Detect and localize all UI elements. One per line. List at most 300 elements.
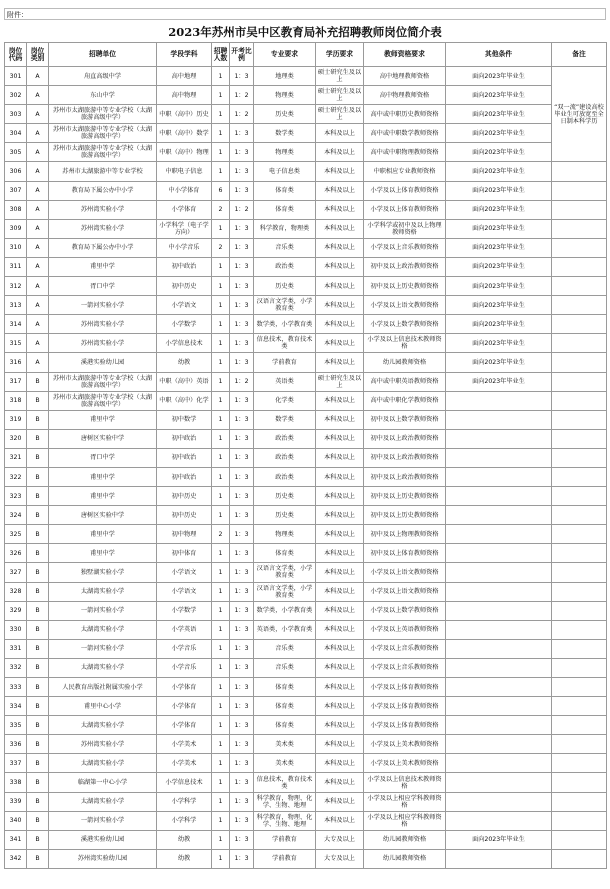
cell-other: 面向2023年毕业生 [446,105,552,124]
cell-major: 数学类 [254,124,316,143]
page-title: 2023年苏州市吴中区教育局补充招聘教师岗位简介表 [168,25,442,39]
cell-ratio: 1：3 [230,639,254,658]
cell-ratio: 1：3 [230,506,254,525]
cell-education: 本科及以上 [316,563,364,582]
cell-category: A [27,257,49,276]
cell-code: 334 [5,697,27,716]
cell-subject: 初中政治 [157,448,212,467]
cell-certificate: 高中或中职物理教师资格 [364,143,446,162]
cell-category: A [27,219,49,238]
cell-major: 物理类 [254,86,316,105]
cell-ratio: 1：3 [230,697,254,716]
cell-major: 体育类 [254,544,316,563]
cell-certificate: 小学及以上相应学科教师资格 [364,792,446,811]
cell-certificate: 小学及以上语文教师资格 [364,296,446,315]
cell-category: B [27,429,49,448]
cell-major: 政治类 [254,467,316,486]
cell-subject: 初中历史 [157,506,212,525]
cell-subject: 小学语文 [157,582,212,601]
cell-count: 1 [212,582,230,601]
cell-remark [552,372,607,391]
cell-subject: 小学科学 [157,792,212,811]
cell-certificate: 初中及以上体育教师资格 [364,544,446,563]
cell-other [446,487,552,506]
cell-major: 信息技术，教育技术类 [254,334,316,353]
cell-ratio: 1：3 [230,334,254,353]
table-row [5,143,607,162]
cell-major: 物理类 [254,525,316,544]
table-row [5,410,607,429]
cell-count: 1 [212,811,230,830]
cell-unit: 胥口中学 [49,277,157,296]
cell-major: 政治类 [254,429,316,448]
cell-education: 本科及以上 [316,487,364,506]
cell-ratio: 1：3 [230,849,254,868]
cell-category: A [27,353,49,372]
cell-unit: 甫里中学 [49,467,157,486]
cell-major: 历史类 [254,506,316,525]
cell-unit: 一箭河实验小学 [49,296,157,315]
cell-ratio: 1：3 [230,391,254,410]
cell-other: 面向2023年毕业生 [446,334,552,353]
cell-count: 1 [212,334,230,353]
cell-category: A [27,105,49,124]
cell-education: 本科及以上 [316,697,364,716]
cell-ratio: 1：3 [230,410,254,429]
cell-education: 本科及以上 [316,735,364,754]
cell-other [446,448,552,467]
cell-ratio: 1：3 [230,124,254,143]
cell-count: 1 [212,487,230,506]
cell-remark [552,315,607,334]
table-row [5,181,607,200]
cell-education: 硕士研究生及以上 [316,86,364,105]
cell-other: 面向2023年毕业生 [446,830,552,849]
cell-other [446,754,552,773]
cell-certificate: 小学及以上数学教师资格 [364,601,446,620]
cell-ratio: 1：3 [230,563,254,582]
cell-ratio: 1：3 [230,162,254,181]
cell-other: 面向2023年毕业生 [446,200,552,219]
cell-ratio: 1：3 [230,67,254,86]
cell-remark [552,238,607,257]
cell-count: 1 [212,735,230,754]
cell-education: 本科及以上 [316,429,364,448]
cell-ratio: 1：3 [230,181,254,200]
cell-unit: 太湖湾实验小学 [49,582,157,601]
cell-subject: 小学科学 [157,811,212,830]
cell-unit: 临湖第一中心小学 [49,773,157,792]
cell-count: 2 [212,238,230,257]
cell-education: 大专及以上 [316,849,364,868]
cell-major: 地理类 [254,67,316,86]
cell-code: 331 [5,639,27,658]
cell-subject: 初中政治 [157,257,212,276]
cell-category: A [27,67,49,86]
cell-education: 硕士研究生及以上 [316,67,364,86]
cell-unit: 东山中学 [49,86,157,105]
cell-code: 328 [5,582,27,601]
cell-ratio: 1：3 [230,811,254,830]
cell-education: 硕士研究生及以上 [316,372,364,391]
cell-category: A [27,315,49,334]
cell-code: 333 [5,678,27,697]
cell-certificate: 小学及以上英语教师资格 [364,620,446,639]
cell-ratio: 1：3 [230,601,254,620]
cell-other: 面向2023年毕业生 [446,162,552,181]
cell-category: B [27,601,49,620]
cell-count: 1 [212,697,230,716]
table-row [5,257,607,276]
cell-certificate: 高中或中职英语教师资格 [364,372,446,391]
cell-certificate: 小学及以上数学教师资格 [364,315,446,334]
cell-major: 汉语言文学类，小学教育类 [254,563,316,582]
cell-category: B [27,639,49,658]
cell-code: 311 [5,257,27,276]
table-row [5,544,607,563]
header-remark: 备注 [552,43,607,67]
cell-certificate: 高中或中职历史教师资格 [364,105,446,124]
cell-subject: 中职（高中）数学 [157,124,212,143]
cell-education: 本科及以上 [316,238,364,257]
cell-category: B [27,563,49,582]
cell-remark [552,334,607,353]
cell-subject: 幼教 [157,830,212,849]
table-row [5,334,607,353]
cell-subject: 初中政治 [157,467,212,486]
cell-other: 面向2023年毕业生 [446,124,552,143]
cell-education: 本科及以上 [316,467,364,486]
cell-remark [552,544,607,563]
cell-category: B [27,830,49,849]
cell-ratio: 1：3 [230,716,254,735]
cell-remark [552,448,607,467]
cell-code: 330 [5,620,27,639]
cell-count: 2 [212,525,230,544]
recruitment-table [4,42,607,869]
cell-count: 1 [212,830,230,849]
cell-other: 面向2023年毕业生 [446,296,552,315]
cell-subject: 初中历史 [157,487,212,506]
cell-education: 本科及以上 [316,296,364,315]
cell-other [446,792,552,811]
cell-other [446,506,552,525]
cell-other: 面向2023年毕业生 [446,143,552,162]
cell-remark [552,525,607,544]
cell-count: 1 [212,658,230,677]
cell-certificate: 初中及以上历史教师资格 [364,487,446,506]
cell-count: 1 [212,391,230,410]
cell-unit: 独墅湖实验小学 [49,563,157,582]
cell-subject: 小学音乐 [157,639,212,658]
table-row [5,200,607,219]
cell-unit: 一箭河实验小学 [49,811,157,830]
cell-category: B [27,467,49,486]
cell-certificate: 小学及以上信息技术教师资格 [364,773,446,792]
cell-category: B [27,372,49,391]
table-row [5,754,607,773]
cell-subject: 小学信息技术 [157,773,212,792]
cell-education: 本科及以上 [316,658,364,677]
cell-code: 313 [5,296,27,315]
cell-unit: 一箭河实验小学 [49,601,157,620]
cell-ratio: 1：3 [230,296,254,315]
cell-certificate: 小学及以上信息技术教师资格 [364,334,446,353]
cell-count: 1 [212,124,230,143]
cell-subject: 小学体育 [157,716,212,735]
cell-ratio: 1：2 [230,105,254,124]
cell-subject: 中职（高中）英语 [157,372,212,391]
cell-category: B [27,391,49,410]
cell-count: 1 [212,162,230,181]
cell-category: A [27,200,49,219]
cell-code: 306 [5,162,27,181]
cell-code: 312 [5,277,27,296]
cell-unit: 苏州市太湖旅游中等专业学校（太湖旅游高级中学） [49,143,157,162]
cell-unit: 甫里中学 [49,257,157,276]
cell-major: 数学类，小学教育类 [254,315,316,334]
cell-other [446,811,552,830]
cell-unit: 教育局下属公办中小学 [49,238,157,257]
table-row [5,678,607,697]
cell-major: 英语类，小学教育类 [254,620,316,639]
cell-subject: 初中物理 [157,525,212,544]
cell-major: 数学类，小学教育类 [254,601,316,620]
cell-major: 音乐类 [254,658,316,677]
cell-certificate: 幼儿园教师资格 [364,353,446,372]
cell-subject: 中职（高中）化学 [157,391,212,410]
cell-code: 317 [5,372,27,391]
table-row [5,448,607,467]
cell-other [446,697,552,716]
cell-education: 大专及以上 [316,830,364,849]
cell-major: 学前教育 [254,353,316,372]
cell-code: 318 [5,391,27,410]
cell-category: A [27,124,49,143]
cell-remark [552,410,607,429]
cell-category: B [27,506,49,525]
header-subject: 学段学科 [157,43,212,67]
cell-subject: 小学科学（电子学方向） [157,219,212,238]
cell-unit: 人民教育出版社附属实验小学 [49,678,157,697]
table-row [5,105,607,124]
cell-unit: 太湖湾实验小学 [49,716,157,735]
cell-subject: 中职（高中）物理 [157,143,212,162]
cell-ratio: 1：2 [230,86,254,105]
cell-subject: 小学信息技术 [157,334,212,353]
cell-code: 329 [5,601,27,620]
cell-education: 本科及以上 [316,716,364,735]
cell-category: A [27,277,49,296]
cell-unit: 甫里中学 [49,487,157,506]
cell-unit: 一箭河实验小学 [49,639,157,658]
header-unit: 招聘单位 [49,43,157,67]
cell-certificate: 初中及以上政治教师资格 [364,448,446,467]
cell-category: B [27,448,49,467]
cell-category: B [27,487,49,506]
cell-ratio: 1：3 [230,830,254,849]
cell-education: 本科及以上 [316,811,364,830]
cell-other [446,410,552,429]
cell-certificate: 中职相应专业教师资格 [364,162,446,181]
cell-remark [552,181,607,200]
cell-ratio: 1：3 [230,678,254,697]
cell-code: 301 [5,67,27,86]
cell-major: 体育类 [254,200,316,219]
header-ratio: 开考比例 [230,43,254,67]
cell-code: 337 [5,754,27,773]
cell-subject: 中小学音乐 [157,238,212,257]
cell-education: 本科及以上 [316,143,364,162]
cell-subject: 小学音乐 [157,658,212,677]
cell-remark [552,849,607,868]
cell-remark [552,582,607,601]
cell-remark [552,811,607,830]
cell-subject: 小学数学 [157,601,212,620]
cell-other: 面向2023年毕业生 [446,238,552,257]
cell-major: 科学教育，物理、化学、生物、地理 [254,811,316,830]
table-row [5,811,607,830]
cell-major: 体育类 [254,181,316,200]
table-row [5,849,607,868]
cell-unit: 甫里中学 [49,544,157,563]
cell-category: A [27,334,49,353]
cell-education: 本科及以上 [316,620,364,639]
cell-other [446,525,552,544]
cell-education: 硕士研究生及以上 [316,105,364,124]
table-row [5,620,607,639]
cell-remark [552,830,607,849]
cell-subject: 小学数学 [157,315,212,334]
cell-category: A [27,181,49,200]
cell-category: B [27,754,49,773]
cell-certificate: 小学及以上音乐教师资格 [364,658,446,677]
cell-ratio: 1：3 [230,277,254,296]
cell-other [446,773,552,792]
cell-remark [552,678,607,697]
cell-subject: 小学体育 [157,678,212,697]
cell-certificate: 初中及以上物理教师资格 [364,525,446,544]
cell-subject: 初中政治 [157,429,212,448]
cell-unit: 溪港实验幼儿园 [49,353,157,372]
cell-remark [552,697,607,716]
cell-ratio: 1：3 [230,754,254,773]
cell-certificate: 初中及以上历史教师资格 [364,277,446,296]
cell-unit: 太湖湾实验小学 [49,792,157,811]
cell-code: 309 [5,219,27,238]
cell-category: A [27,238,49,257]
cell-other [446,678,552,697]
cell-remark [552,429,607,448]
table-row [5,563,607,582]
cell-major: 学前教育 [254,830,316,849]
cell-code: 316 [5,353,27,372]
cell-count: 6 [212,181,230,200]
remark-note: “双一流”建设高校毕业生可放宽至全日制本科学历 [552,67,607,162]
cell-remark [552,563,607,582]
cell-unit: 苏州湾实验小学 [49,334,157,353]
cell-ratio: 1：3 [230,773,254,792]
cell-education: 本科及以上 [316,754,364,773]
cell-code: 302 [5,86,27,105]
cell-certificate: 小学及以上体育教师资格 [364,716,446,735]
cell-unit: 苏州市太湖旅游中等专业学校（太湖旅游高级中学） [49,391,157,410]
header-count: 招聘人数 [212,43,230,67]
cell-major: 物理类 [254,143,316,162]
cell-code: 322 [5,467,27,486]
cell-remark [552,773,607,792]
cell-other [446,639,552,658]
cell-education: 本科及以上 [316,792,364,811]
table-row [5,487,607,506]
cell-certificate: 小学及以上体育教师资格 [364,697,446,716]
cell-count: 1 [212,315,230,334]
cell-certificate: 高中地理教师资格 [364,67,446,86]
cell-category: A [27,86,49,105]
cell-other: 面向2023年毕业生 [446,372,552,391]
cell-code: 327 [5,563,27,582]
cell-major: 信息技术，教育技术类 [254,773,316,792]
cell-ratio: 1：3 [230,487,254,506]
cell-other: 面向2023年毕业生 [446,277,552,296]
cell-subject: 小学体育 [157,200,212,219]
cell-code: 307 [5,181,27,200]
cell-code: 332 [5,658,27,677]
cell-ratio: 1：3 [230,238,254,257]
cell-unit: 苏州市太湖旅游中等专业学校（太湖旅游高级中学） [49,105,157,124]
cell-unit: 苏州市太湖旅游中等专业学校 [49,162,157,181]
cell-count: 1 [212,448,230,467]
cell-count: 1 [212,639,230,658]
cell-remark [552,257,607,276]
cell-subject: 小学美术 [157,754,212,773]
cell-certificate: 幼儿园教师资格 [364,849,446,868]
cell-major: 化学类 [254,391,316,410]
cell-education: 本科及以上 [316,200,364,219]
table-row [5,525,607,544]
cell-major: 电子信息类 [254,162,316,181]
cell-certificate: 小学及以上语文教师资格 [364,563,446,582]
cell-other: 面向2023年毕业生 [446,257,552,276]
cell-ratio: 1：3 [230,448,254,467]
cell-certificate: 高中物理教师资格 [364,86,446,105]
cell-count: 1 [212,410,230,429]
cell-ratio: 1：3 [230,429,254,448]
cell-category: A [27,162,49,181]
cell-certificate: 小学及以上相应学科教师资格 [364,811,446,830]
cell-other [446,563,552,582]
cell-code: 340 [5,811,27,830]
cell-unit: 太湖湾实验小学 [49,620,157,639]
cell-other [446,716,552,735]
cell-code: 315 [5,334,27,353]
cell-certificate: 高中或中职数学教师资格 [364,124,446,143]
cell-subject: 初中体育 [157,544,212,563]
cell-remark [552,658,607,677]
cell-major: 历史类 [254,487,316,506]
cell-remark [552,467,607,486]
cell-code: 323 [5,487,27,506]
header-certificate: 教师资格要求 [364,43,446,67]
table-row [5,697,607,716]
cell-certificate: 初中及以上政治教师资格 [364,467,446,486]
cell-unit: 甫里中学 [49,410,157,429]
cell-major: 政治类 [254,257,316,276]
cell-other [446,582,552,601]
cell-major: 学前教育 [254,849,316,868]
cell-major: 历史类 [254,277,316,296]
cell-education: 本科及以上 [316,506,364,525]
